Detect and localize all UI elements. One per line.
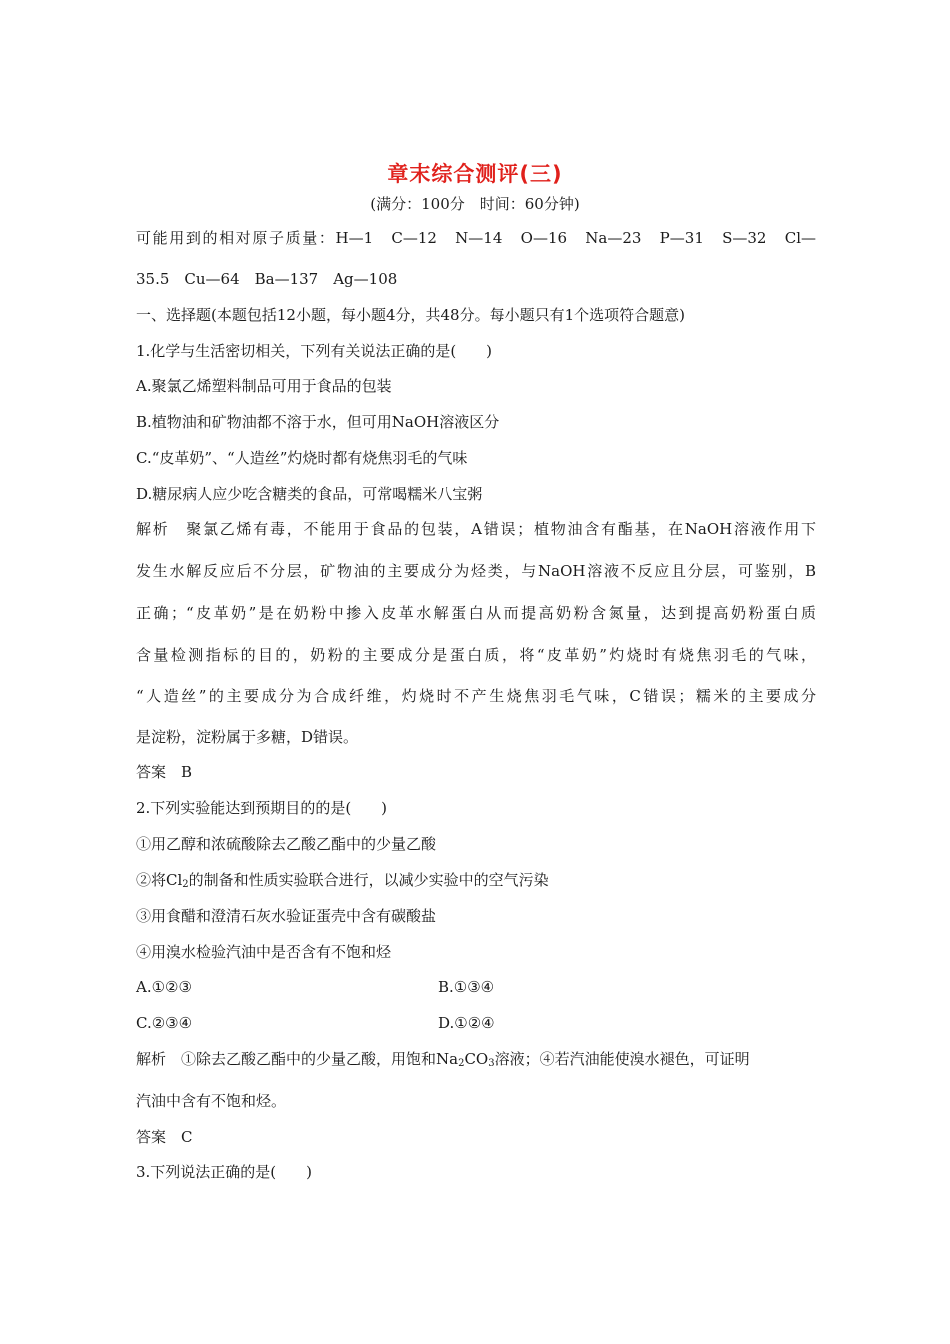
question-1-option-a: A.聚氯乙烯塑料制品可用于食品的包装 — [136, 377, 392, 395]
question-1-analysis-line: 解析 聚氯乙烯有毒，不能用于食品的包装，A错误；植物油含有酯基，在NaOH溶液作用下 — [136, 520, 816, 538]
question-2-option-d: D.①②④ — [438, 1014, 495, 1032]
page-title: 章末综合测评(三) — [387, 162, 563, 186]
analysis-text: 溶液；④若汽油能使溴水褪色，可证明 — [494, 1050, 750, 1068]
question-2-item-3: ③用食醋和澄清石灰水验证蛋壳中含有碳酸盐 — [136, 907, 437, 925]
question-1-analysis-line: 是淀粉，淀粉属于多糖，D错误。 — [136, 728, 359, 746]
page-subtitle: (满分：100分 时间：60分钟) — [370, 195, 580, 213]
question-2-option-b: B.①③④ — [438, 978, 495, 996]
question-2-analysis-line — [136, 1049, 816, 1069]
analysis-text: 解析 ①除去乙酸乙酯中的少量乙酸，用饱和Na — [136, 1050, 459, 1068]
analysis-text: CO — [464, 1050, 489, 1068]
question-3-stem: 3.下列说法正确的是( ) — [136, 1163, 313, 1181]
question-1-answer: 答案 B — [136, 763, 193, 781]
question-2-analysis-line: 汽油中含有不饱和烃。 — [136, 1092, 287, 1110]
question-2-answer: 答案 C — [136, 1128, 193, 1146]
question-1-analysis-line: “人造丝”的主要成分为合成纤维，灼烧时不产生烧焦羽毛气味，C错误；糯米的主要成分 — [136, 687, 816, 705]
question-1-option-c: C.“皮革奶”、“人造丝”灼烧时都有烧焦羽毛的气味 — [136, 449, 468, 467]
question-2-option-a: A.①②③ — [136, 978, 192, 996]
question-2-item-4: ④用溴水检验汽油中是否含有不饱和烃 — [136, 943, 392, 961]
question-1-option-d: D.糖尿病人应少吃含糖类的食品，可常喝糯米八宝粥 — [136, 485, 483, 503]
subscript: 2 — [458, 1058, 465, 1069]
section-heading: 一、选择题(本题包括12小题，每小题4分，共48分。每小题只有1个选项符合题意) — [136, 306, 685, 324]
question-1-analysis-line: 含量检测指标的目的，奶粉的主要成分是蛋白质，将“皮革奶”灼烧时有烧焦羽毛的气味， — [136, 646, 816, 664]
item-2-text: ②将Cl — [136, 871, 183, 889]
question-2-option-c: C.②③④ — [136, 1014, 193, 1032]
subscript: 2 — [182, 879, 189, 890]
subscript: 3 — [488, 1058, 495, 1069]
item-2-text: 的制备和性质实验联合进行，以减少实验中的空气污染 — [188, 871, 549, 889]
question-1-option-b: B.植物油和矿物油都不溶于水，但可用NaOH溶液区分 — [136, 413, 500, 431]
question-2-stem: 2.下列实验能达到预期目的的是( ) — [136, 799, 388, 817]
question-1-analysis-line: 发生水解反应后不分层，矿物油的主要成分为烃类，与NaOH溶液不反应且分层，可鉴别，B — [136, 562, 816, 580]
atomic-mass-line-2: 35.5 Cu—64 Ba—137 Ag—108 — [136, 270, 398, 288]
atomic-mass-line-1: 可能用到的相对原子质量：H—1 C—12 N—14 O—16 Na—23 P—31 S—32 Cl— — [136, 229, 816, 247]
question-2-item-1: ①用乙醇和浓硫酸除去乙酸乙酯中的少量乙酸 — [136, 835, 437, 853]
question-2-item-2 — [136, 870, 816, 890]
question-1-analysis-line: 正确；“皮革奶”是在奶粉中掺入皮革水解蛋白从而提高奶粉含氮量，达到提高奶粉蛋白质 — [136, 604, 816, 622]
question-1-stem: 1.化学与生活密切相关，下列有关说法正确的是( ) — [136, 342, 493, 360]
